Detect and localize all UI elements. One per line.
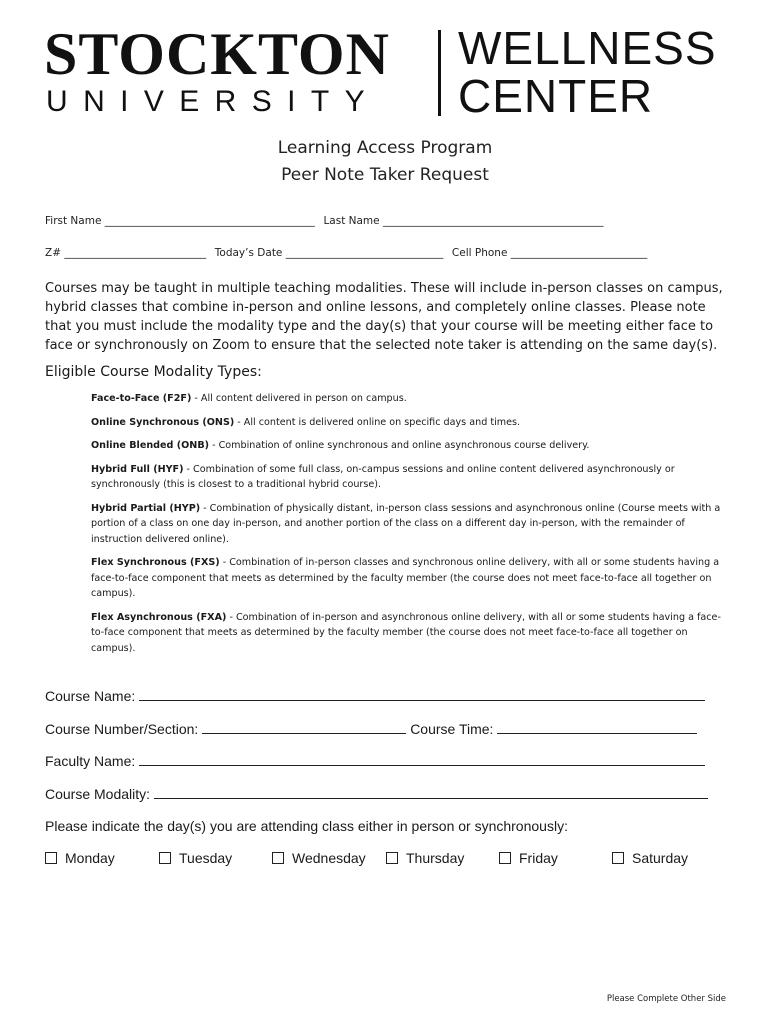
course-number-row: [45, 721, 697, 737]
logo-divider: [438, 30, 441, 116]
id-row: [45, 247, 647, 259]
modality-description: - All content is delivered online on specific days and times.: [234, 416, 521, 428]
course-time-input[interactable]: [497, 721, 697, 734]
course-time-label: Course Time:: [410, 721, 494, 737]
first-name-field[interactable]: First Name ________________________________________: [45, 215, 315, 227]
modality-name: Flex Synchronous (FXS): [91, 557, 220, 568]
course-number-input[interactable]: [202, 721, 406, 734]
modality-item: [91, 391, 731, 407]
name-row: [45, 215, 603, 227]
day-checkbox-thursday[interactable]: [386, 850, 464, 866]
checkbox-icon[interactable]: [499, 852, 511, 864]
day-label: Saturday: [632, 850, 689, 866]
course-number-label: Course Number/Section:: [45, 721, 199, 737]
modality-item: [91, 415, 731, 431]
modality-item: [91, 501, 731, 548]
modality-description: - Combination of physically distant, in-person class sessions and asynchronous online (Course meets with a portion of a class on one day in-person, and another portion of the class on a different day in-person, with the remainder of instruction delivered online).: [91, 502, 721, 545]
course-modality-row: [45, 786, 708, 802]
modality-list: [91, 391, 731, 664]
form-title: Peer Note Taker Request: [281, 165, 489, 185]
day-checkbox-monday[interactable]: [45, 850, 115, 866]
day-checkbox-group: [45, 850, 745, 870]
days-prompt: Please indicate the day(s) you are attending class either in person or synchronously:: [45, 818, 568, 834]
modality-description: - Combination of in-person classes and synchronous online delivery, with all or some students having a face-to-face component that meets as determined by the faculty member (the course does not meet face-to-face all together on campus).: [91, 557, 720, 599]
day-checkbox-friday[interactable]: [499, 850, 558, 866]
header-logo: [44, 21, 734, 122]
modality-item: [91, 438, 731, 454]
day-label: Friday: [519, 850, 558, 866]
intro-paragraph: Courses may be taught in multiple teaching modalities. These will include in-person classes on campus, hybrid classes that combine in-person and online lessons, and completely online classes. Please note that you must include the modality type and the day(s) that your course will be meeting either face to face or synchronously on Zoom to ensure that the selected note taker is attending on the same day(s).: [45, 281, 723, 353]
modality-item: [91, 555, 731, 602]
day-label: Wednesday: [292, 850, 366, 866]
modality-description: - Combination of online synchronous and online asynchronous course delivery.: [209, 440, 590, 451]
eligible-modalities-heading: Eligible Course Modality Types:: [45, 364, 262, 380]
modality-item: [91, 462, 731, 493]
faculty-name-input[interactable]: [139, 753, 705, 766]
program-title: Learning Access Program: [277, 138, 493, 158]
course-name-input[interactable]: [139, 688, 705, 701]
modality-description: - Combination of in-person and asynchronous online delivery, with all or some students having a face-to-face component that meets as determined by the faculty member (the course does not meet face-to-face all together on campus).: [91, 611, 721, 654]
day-checkbox-wednesday[interactable]: [272, 850, 366, 866]
day-label: Thursday: [406, 850, 465, 866]
z-number-field[interactable]: Z# ___________________________: [45, 247, 207, 259]
footer-note: Please Complete Other Side: [606, 994, 726, 1004]
modality-name: Online Synchronous (ONS): [91, 416, 235, 428]
day-checkbox-saturday[interactable]: [612, 850, 688, 866]
modality-description: - All content delivered in person on campus.: [191, 393, 407, 404]
modality-name: Flex Asynchronous (FXA): [91, 611, 227, 623]
modality-description: - Combination of some full class, on-campus sessions and online content delivered asynchronously or synchronously (this is closest to a traditional hybrid course).: [91, 463, 675, 490]
last-name-field[interactable]: Last Name __________________________________________: [323, 215, 604, 227]
checkbox-icon[interactable]: [272, 852, 284, 864]
checkbox-icon[interactable]: [386, 852, 398, 864]
course-name-label: Course Name:: [45, 688, 136, 704]
checkbox-icon[interactable]: [612, 852, 624, 864]
day-label: Tuesday: [179, 850, 233, 866]
logo-university-text: UNIVERSITY: [46, 85, 381, 118]
day-label: Monday: [65, 850, 115, 866]
todays-date-field[interactable]: Today’s Date ______________________________: [214, 247, 444, 259]
modality-name: Hybrid Partial (HYP): [91, 502, 201, 514]
modality-name: Face-to-Face (F2F): [91, 393, 192, 404]
modality-name: Hybrid Full (HYF): [91, 463, 184, 475]
course-modality-label: Course Modality:: [45, 786, 151, 802]
day-checkbox-tuesday[interactable]: [159, 850, 232, 866]
checkbox-icon[interactable]: [159, 852, 171, 864]
logo-wellness-text: WELLNESS: [458, 22, 717, 74]
course-name-row: [45, 688, 705, 704]
faculty-name-row: [45, 753, 705, 769]
cell-phone-field[interactable]: Cell Phone __________________________: [451, 247, 648, 259]
faculty-name-label: Faculty Name:: [45, 753, 136, 769]
checkbox-icon[interactable]: [45, 852, 57, 864]
logo-center-text: CENTER: [458, 70, 654, 122]
course-modality-input[interactable]: [154, 786, 708, 799]
modality-item: [91, 610, 731, 657]
modality-name: Online Blended (ONB): [91, 440, 210, 451]
logo-stockton-text: STOCKTON: [44, 21, 390, 87]
